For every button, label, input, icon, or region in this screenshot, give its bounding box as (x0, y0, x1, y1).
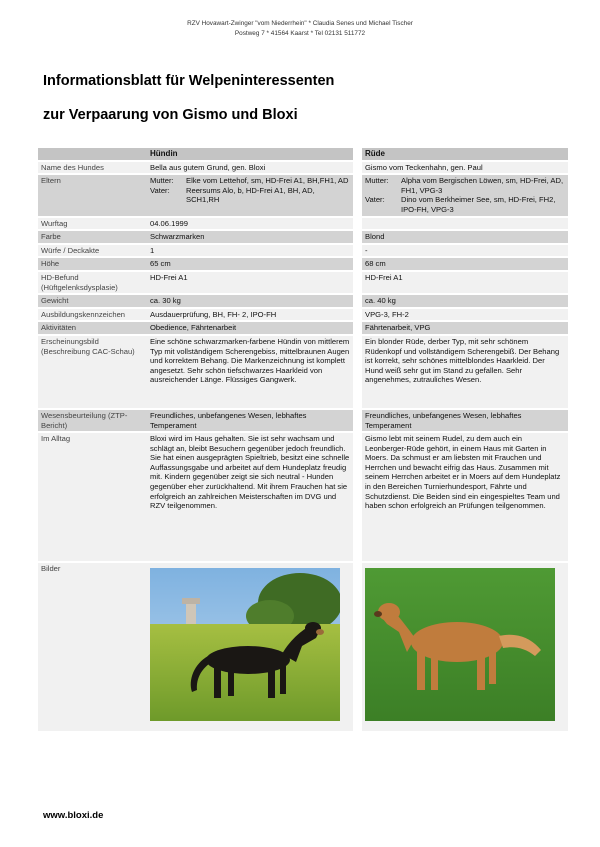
page-subtitle: zur Verpaarung von Gismo und Bloxi (43, 107, 298, 123)
row-label: Bilder (38, 562, 147, 731)
male-value (362, 217, 568, 231)
female-value: ca. 30 kg (147, 294, 353, 308)
footer-url[interactable]: www.bloxi.de (43, 810, 104, 821)
female-value: 04.06.1999 (147, 217, 353, 231)
table-row (38, 409, 568, 432)
column-header-male: Rüde (362, 147, 568, 161)
male-value: - (362, 244, 568, 258)
row-label: Wesensbeurteilung (ZTP-Bericht) (38, 409, 147, 432)
table-row (38, 174, 568, 216)
table-row (38, 244, 568, 258)
female-value: Ausdauerprüfung, BH, FH- 2, IPO-FH (147, 308, 353, 322)
row-label: Eltern (38, 174, 147, 216)
female-value: 1 (147, 244, 353, 258)
male-value: Gismo vom Teckenhahn, gen. Paul (362, 161, 568, 175)
table-row (38, 335, 568, 409)
table-row (38, 294, 568, 308)
row-label: Gewicht (38, 294, 147, 308)
male-value: Freundliches, unbefangenes Wesen, lebhaftes Temperament (362, 409, 568, 432)
female-value: Obedience, Fährtenarbeit (147, 321, 353, 335)
male-value: Blond (362, 230, 568, 244)
row-label: Farbe (38, 230, 147, 244)
row-label: Wurftag (38, 217, 147, 231)
row-label: Aktivitäten (38, 321, 147, 335)
male-value: Fährtenarbeit, VPG (362, 321, 568, 335)
row-label: Würfe / Deckakte (38, 244, 147, 258)
male-value: 68 cm (362, 257, 568, 271)
table-row (38, 230, 568, 244)
table-row (38, 161, 568, 175)
table-row (38, 321, 568, 335)
female-value: Schwarzmarken (147, 230, 353, 244)
page-title: Informationsblatt für Welpeninteressenten (43, 73, 335, 89)
letterhead (0, 19, 600, 39)
row-label: HD-Befund (Hüftgelenksdysplasie) (38, 271, 147, 294)
male-value: HD-Frei A1 (362, 271, 568, 294)
letterhead-line-1: RZV Hovawart-Zwinger "vom Niederrhein" * Claudia Senes und Michael Tischer (187, 20, 413, 27)
female-parents: Mutter: Elke vom Lettehof, sm, HD-Frei A1, BH,FH1, AD Vater: Reersums Alo, b, HD-Frei A1, BH, AD, SCH1,RH (147, 174, 353, 216)
female-value: 65 cm (147, 257, 353, 271)
letterhead-line-2: Postweg 7 * 41564 Kaarst * Tel 02131 511772 (234, 30, 366, 37)
female-value: Freundliches, unbefangenes Wesen, lebhaftes Temperament (147, 409, 353, 432)
info-table (38, 146, 568, 731)
male-photo-cell (362, 562, 568, 731)
header-empty-cell (38, 147, 147, 161)
female-value: HD-Frei A1 (147, 271, 353, 294)
female-photo-cell (147, 562, 353, 731)
table-row (38, 217, 568, 231)
female-value: Bloxi wird im Haus gehalten. Sie ist sehr wachsam und schlägt an, bleibt Besuchern gegenüber jedoch freundlich. Sie hat einen ausgeprägten Spieltrieb, besitzt eine schnelle Auffassungsgabe und arbeitet auf dem Hundeplatz freudig mit. Kindern gegenüber zeigt sie sich neutral - Hunden gegenüber eher zurückhaltend. Mit ihrem Frauchen hat sie erfolgreich an zahlreichen Meisterschaften im DVG und RZV teilgenommen. (147, 432, 353, 562)
row-label: Höhe (38, 257, 147, 271)
row-label: Name des Hundes (38, 161, 147, 175)
table-row (38, 271, 568, 294)
male-dog-photo (365, 568, 555, 721)
male-value: Ein blonder Rüde, derber Typ, mit sehr schönem Rüdenkopf und vollständigem Scherengebiß. Der Behang ist korrekt, sehr schönes mittelblondes Haarkleid. Der Hund weiß sehr gut im Stand zu gefallen. Sehr angenehmes, zutrauliches Wesen. (362, 335, 568, 409)
table-row (38, 308, 568, 322)
row-label: Ausbildungskennzeichen (38, 308, 147, 322)
female-dog-photo (150, 568, 340, 721)
female-value: Eine schöne schwarzmarken-farbene Hündin von mittlerem Typ mit vollständigem Scherengebiss, mittelbraunen Augen und korrektem Behang. Die Markenzeichnung ist komplett angesetzt. Sehr schön tiefschwarzes Haarkleid von ausreichender Länge. Flüssiges Gangwerk. (147, 335, 353, 409)
row-label: Erscheinungsbild (Beschreibung CAC-Schau) (38, 335, 147, 409)
male-value: Gismo lebt mit seinem Rudel, zu dem auch ein Leonberger-Rüde gehört, in einem Haus mit Garten in Moers. Da schmust er am liebsten mit Frauchen und Herrchen und bewacht eifrig das Haus. Zusammen mit seinem Herrchen arbeitet er in Moers auf dem Hundeplatz in den Bereichen Turnierhundesport, Fährte und Schutzdienst. Die Beiden sind ein eingespieltes Team und haben schon erfolgreich an Prüfungen teilgenommen. (362, 432, 568, 562)
table-header-row (38, 147, 568, 161)
table-row (38, 562, 568, 731)
male-parents: Mutter: Alpha vom Bergischen Löwen, sm, HD-Frei, AD, FH1, VPG-3 Vater: Dino vom Berkheimer See, sm, HD-Frei, FH2, IPO-FH, VPG-3 (362, 174, 568, 216)
row-label: Im Alltag (38, 432, 147, 562)
column-header-female: Hündin (147, 147, 353, 161)
table-row (38, 257, 568, 271)
table-row (38, 432, 568, 562)
male-value: VPG-3, FH-2 (362, 308, 568, 322)
female-value: Bella aus gutem Grund, gen. Bloxi (147, 161, 353, 175)
male-value: ca. 40 kg (362, 294, 568, 308)
